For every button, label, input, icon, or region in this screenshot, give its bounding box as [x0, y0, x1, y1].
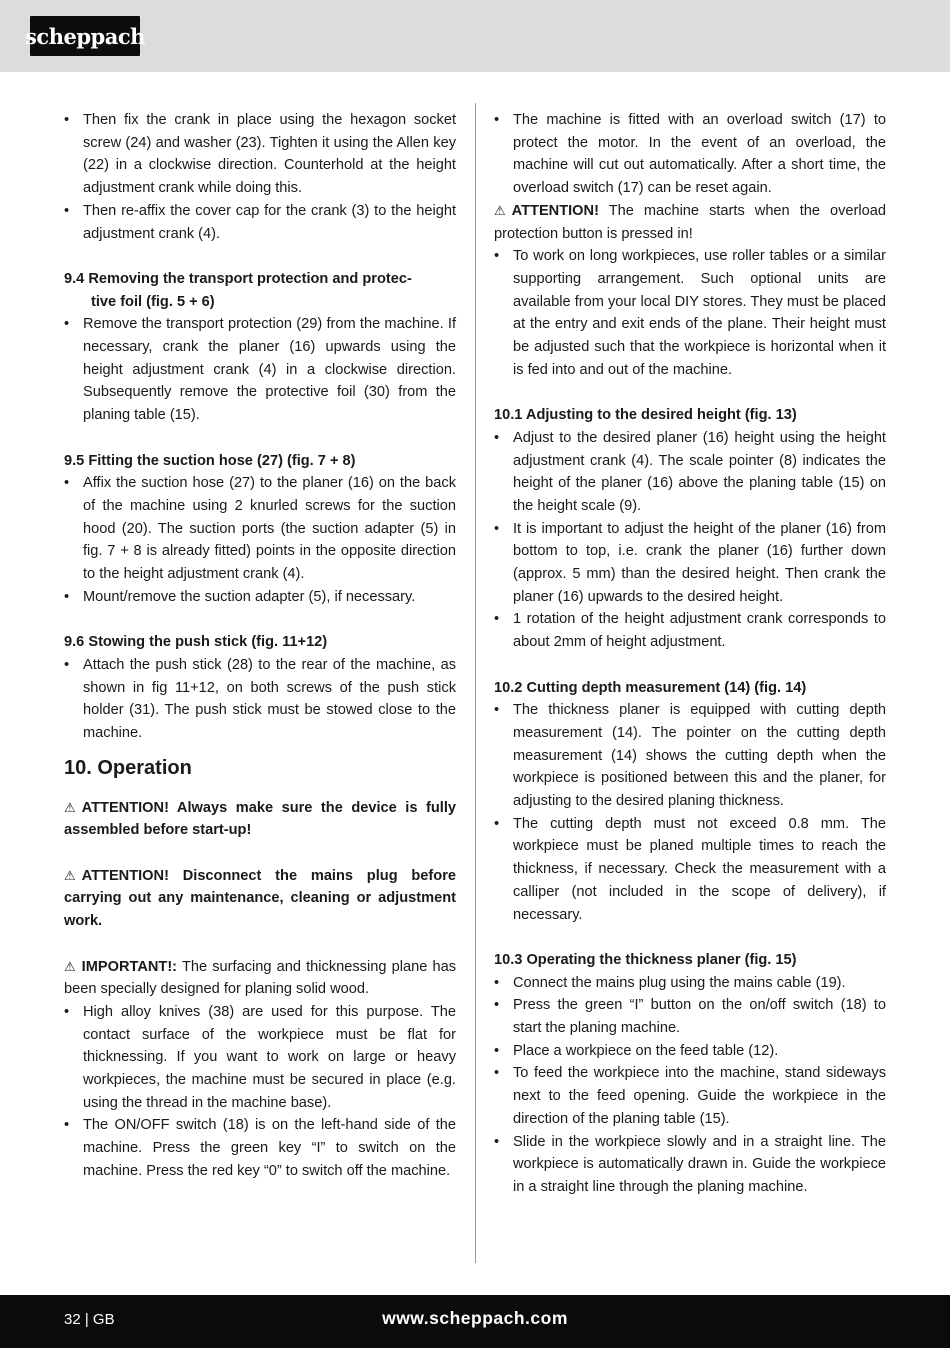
column-divider — [475, 103, 476, 1263]
section-heading-9-4: 9.4 Removing the transport protection and protec- tive foil (fig. 5 + 6) — [64, 270, 412, 310]
list-item: • Then fix the crank in place using the hexagon socket screw (24) and washer (23). Tighten it using the Allen key (22) in a clockwise direction. Counterhold at the height adjustment crank while doing this. — [64, 109, 456, 200]
bullet-icon: • — [494, 611, 500, 628]
section-heading-9-5: 9.5 Fitting the suction hose (27) (fig. 7 + 8) — [64, 452, 356, 469]
right-column — [494, 109, 886, 1199]
warning-icon: ⚠ — [494, 202, 506, 218]
bullet-icon: • — [494, 1133, 500, 1150]
bullet-icon: • — [64, 1117, 70, 1134]
list-item: • Then re-affix the cover cap for the crank (3) to the height adjustment crank (4). — [64, 200, 456, 245]
attention-paragraph: ⚠ ATTENTION! The machine starts when the overload protection button is pressed in! — [494, 200, 886, 245]
bullet-icon: • — [64, 1003, 70, 1020]
header-bar — [0, 0, 950, 72]
list-item: • Attach the push stick (28) to the rear of the machine, as shown in fig 11+12, on both screws of the push stick holder (31). The push stick must be stowed close to the machine. — [64, 654, 456, 745]
list-item: • The cutting depth must not exceed 0.8 mm. The workpiece must be planed multiple times to reach the thickness, if necessary. Check the measurement with a calliper (not included in the scope of delivery), if necessary. — [494, 813, 886, 927]
list-item: • To feed the workpiece into the machine, stand sideways next to the feed opening. Guide the workpiece in the direction of the planing table (15). — [494, 1062, 886, 1130]
bullet-icon: • — [64, 588, 70, 605]
bullet-icon: • — [494, 1065, 500, 1082]
list-item: • Connect the mains plug using the mains cable (19). — [494, 972, 886, 995]
bullet-icon: • — [494, 815, 500, 832]
list-item: • Mount/remove the suction adapter (5), if necessary. — [64, 586, 456, 609]
warning-icon: ⚠ — [64, 867, 76, 883]
list-item: • Press the green “I” button on the on/off switch (18) to start the planing machine. — [494, 994, 886, 1039]
page-number: 32 | GB — [64, 1311, 115, 1328]
bullet-icon: • — [494, 702, 500, 719]
section-heading-10: 10. Operation — [64, 756, 192, 779]
bullet-icon: • — [494, 974, 500, 991]
warning-paragraph: ⚠ ATTENTION! Disconnect the mains plug before carrying out any maintenance, cleaning or adjustment work. — [64, 865, 456, 933]
list-item: • The thickness planer is equipped with cutting depth measurement (14). The pointer on the cutting depth measurement (14) shows the cutting depth when the workpiece is positioned between this and the planer, for adjusting to the desired planing thickness. — [494, 699, 886, 813]
bullet-icon: • — [494, 1042, 500, 1059]
list-item: • The machine is fitted with an overload switch (17) to protect the motor. In the event of an overload, the machine will cut out automatically. After a short time, the overload switch (17) can be reset again. — [494, 109, 886, 200]
list-item: • Place a workpiece on the feed table (12). — [494, 1040, 886, 1063]
list-item: • To work on long workpieces, use roller tables or a similar supporting arrangement. Such optional units are available from your local DIY stores. They must be placed at the entry and exit ends of the plane. Their height must be adjusted such that the workpiece is horizontal when it is fed into and out of the machine. — [494, 245, 886, 381]
bullet-icon: • — [64, 316, 70, 333]
list-item: • Adjust to the desired planer (16) height using the height adjustment crank (4). The scale pointer (8) indicates the height of the planer (16) above the planing table (15) on the height scale (9). — [494, 427, 886, 518]
warning-icon: ⚠ — [64, 799, 76, 815]
list-item: • Affix the suction hose (27) to the planer (16) on the back of the machine using 2 knurled screws for the suction hood (20). The suction ports (the suction adapter (5) in fig. 7 + 8 is already fitted) points in the opposite direction to the height adjustment crank (4). — [64, 472, 456, 586]
bullet-icon: • — [64, 475, 70, 492]
bullet-icon: • — [64, 656, 70, 673]
list-item: • The ON/OFF switch (18) is on the left-hand side of the machine. Press the green key “I” to switch on the machine. Press the red key “0” to switch off the machine. — [64, 1114, 456, 1182]
bullet-icon: • — [494, 429, 500, 446]
list-item: • Remove the transport protection (29) from the machine. If necessary, crank the planer (16) upwards using the height adjustment crank (4) in a clockwise direction. Subsequently remove the protective foil (30) from the planing table (15). — [64, 313, 456, 427]
section-heading-10-3: 10.3 Operating the thickness planer (fig. 15) — [494, 951, 797, 968]
bullet-icon: • — [64, 112, 70, 128]
list-item: • It is important to adjust the height of the planer (16) from bottom to top, i.e. crank the planer (16) further down (approx. 5 mm) than the desired height. Then crank the planer (16) upwards to the desired height. — [494, 518, 886, 609]
list-item: • Slide in the workpiece slowly and in a straight line. The workpiece is automatically drawn in. Guide the workpiece in a straight line through the planing machine. — [494, 1131, 886, 1199]
warning-paragraph: ⚠ ATTENTION! Always make sure the device is fully assembled before start-up! — [64, 797, 456, 842]
bullet-icon: • — [494, 997, 500, 1014]
section-heading-10-1: 10.1 Adjusting to the desired height (fig. 13) — [494, 407, 797, 424]
list-item: • 1 rotation of the height adjustment crank corresponds to about 2mm of height adjustment. — [494, 608, 886, 653]
important-paragraph: ⚠ IMPORTANT!: The surfacing and thicknessing plane has been specially designed for planing solid wood. — [64, 956, 456, 1001]
bullet-icon: • — [64, 202, 70, 219]
left-column — [64, 109, 456, 1183]
section-heading-10-2: 10.2 Cutting depth measurement (14) (fig. 14) — [494, 679, 807, 696]
bullet-icon: • — [494, 112, 500, 128]
scheppach-logo: scheppach — [30, 16, 140, 56]
bullet-icon: • — [494, 248, 500, 265]
warning-icon: ⚠ — [64, 958, 76, 974]
section-heading-9-6: 9.6 Stowing the push stick (fig. 11+12) — [64, 634, 328, 651]
website-link[interactable]: www.scheppach.com — [382, 1308, 568, 1328]
footer-bar — [0, 1295, 950, 1348]
bullet-icon: • — [494, 520, 500, 537]
list-item: • High alloy knives (38) are used for this purpose. The contact surface of the workpiece must be flat for thicknessing. If you want to work on large or heavy workpieces, the machine must be secured in place (e.g. using the thread in the machine base). — [64, 1001, 456, 1115]
